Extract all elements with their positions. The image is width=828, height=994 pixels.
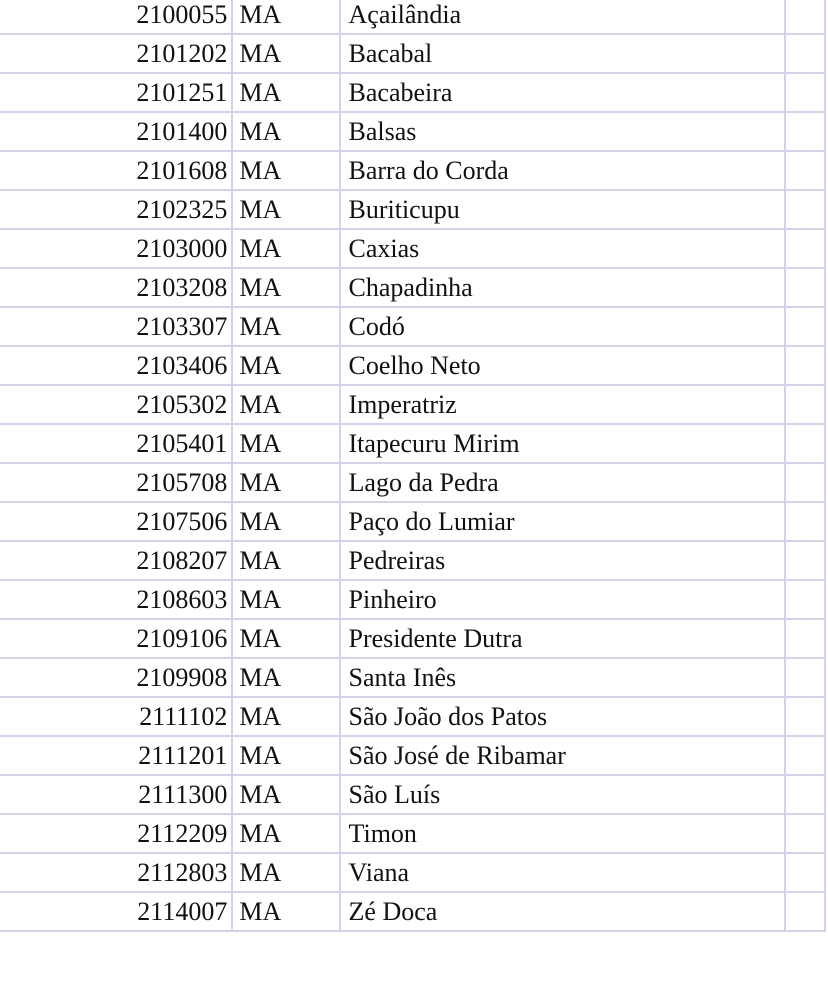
cell-state[interactable]: MA [232, 229, 339, 268]
cell-empty[interactable] [785, 619, 825, 658]
cell-state[interactable]: MA [232, 736, 339, 775]
cell-code[interactable]: 2100055 [0, 0, 232, 34]
cell-state[interactable]: MA [232, 541, 339, 580]
table-row [0, 112, 825, 151]
cell-code[interactable]: 2101202 [0, 34, 232, 73]
cell-code[interactable]: 2107506 [0, 502, 232, 541]
table-row [0, 697, 825, 736]
table-row [0, 892, 825, 931]
table-row [0, 736, 825, 775]
cell-empty[interactable] [785, 697, 825, 736]
cell-state[interactable]: MA [232, 0, 339, 34]
cell-code[interactable]: 2101251 [0, 73, 232, 112]
table-row [0, 229, 825, 268]
cell-city[interactable]: Bacabeira [340, 73, 785, 112]
cell-state[interactable]: MA [232, 385, 339, 424]
cell-empty[interactable] [785, 658, 825, 697]
cell-code[interactable]: 2102325 [0, 190, 232, 229]
table-row [0, 307, 825, 346]
cell-state[interactable]: MA [232, 190, 339, 229]
table-row [0, 463, 825, 502]
cell-code[interactable]: 2112209 [0, 814, 232, 853]
cell-city[interactable]: Bacabal [340, 34, 785, 73]
table-row [0, 424, 825, 463]
cell-code[interactable]: 2109908 [0, 658, 232, 697]
cell-state[interactable]: MA [232, 619, 339, 658]
cell-code[interactable]: 2103000 [0, 229, 232, 268]
table-row [0, 580, 825, 619]
cell-city[interactable]: Viana [340, 853, 785, 892]
cell-empty[interactable] [785, 190, 825, 229]
cell-city[interactable]: Pinheiro [340, 580, 785, 619]
table-row [0, 502, 825, 541]
cell-code[interactable]: 2108207 [0, 541, 232, 580]
cell-city[interactable]: Paço do Lumiar [340, 502, 785, 541]
cell-empty[interactable] [785, 34, 825, 73]
cell-empty[interactable] [785, 0, 825, 34]
cell-city[interactable]: Lago da Pedra [340, 463, 785, 502]
cell-code[interactable]: 2105708 [0, 463, 232, 502]
cell-state[interactable]: MA [232, 463, 339, 502]
cell-code[interactable]: 2111201 [0, 736, 232, 775]
cell-city[interactable]: Itapecuru Mirim [340, 424, 785, 463]
cell-empty[interactable] [785, 853, 825, 892]
cell-empty[interactable] [785, 736, 825, 775]
cell-city[interactable]: Imperatriz [340, 385, 785, 424]
cell-city[interactable]: Presidente Dutra [340, 619, 785, 658]
cell-empty[interactable] [785, 424, 825, 463]
table-row [0, 151, 825, 190]
cell-empty[interactable] [785, 775, 825, 814]
cell-state[interactable]: MA [232, 151, 339, 190]
cell-code[interactable]: 2111300 [0, 775, 232, 814]
table-row [0, 385, 825, 424]
table-row [0, 775, 825, 814]
table-row [0, 73, 825, 112]
cell-city[interactable]: Santa Inês [340, 658, 785, 697]
cell-state[interactable]: MA [232, 307, 339, 346]
cell-state[interactable]: MA [232, 502, 339, 541]
cell-empty[interactable] [785, 229, 825, 268]
cell-city[interactable]: Pedreiras [340, 541, 785, 580]
cell-empty[interactable] [785, 346, 825, 385]
cell-city[interactable]: São João dos Patos [340, 697, 785, 736]
table-row [0, 190, 825, 229]
cell-state[interactable]: MA [232, 424, 339, 463]
cell-state[interactable]: MA [232, 892, 339, 931]
table-row [0, 853, 825, 892]
table-row [0, 658, 825, 697]
cell-code[interactable]: 2103307 [0, 307, 232, 346]
cell-code[interactable]: 2112803 [0, 853, 232, 892]
cell-state[interactable]: MA [232, 346, 339, 385]
cell-code[interactable]: 2101608 [0, 151, 232, 190]
cell-city[interactable]: Zé Doca [340, 892, 785, 931]
cell-empty[interactable] [785, 268, 825, 307]
cell-city[interactable]: Coelho Neto [340, 346, 785, 385]
cell-state[interactable]: MA [232, 112, 339, 151]
table-row [0, 814, 825, 853]
cell-empty[interactable] [785, 892, 825, 931]
table-row [0, 268, 825, 307]
cell-code[interactable]: 2103208 [0, 268, 232, 307]
cell-code[interactable]: 2105302 [0, 385, 232, 424]
cell-code[interactable]: 2109106 [0, 619, 232, 658]
cell-city[interactable]: Caxias [340, 229, 785, 268]
cell-city[interactable]: Barra do Corda [340, 151, 785, 190]
cell-empty[interactable] [785, 112, 825, 151]
cell-code[interactable]: 2108603 [0, 580, 232, 619]
cell-state[interactable]: MA [232, 853, 339, 892]
table-row [0, 346, 825, 385]
cell-empty[interactable] [785, 580, 825, 619]
cell-city[interactable]: Balsas [340, 112, 785, 151]
table-row [0, 619, 825, 658]
table-row [0, 541, 825, 580]
cell-state[interactable]: MA [232, 814, 339, 853]
cell-code[interactable]: 2114007 [0, 892, 232, 931]
cell-empty[interactable] [785, 307, 825, 346]
cell-city[interactable]: São Luís [340, 775, 785, 814]
cell-state[interactable]: MA [232, 775, 339, 814]
cell-city[interactable]: Buriticupu [340, 190, 785, 229]
cell-empty[interactable] [785, 463, 825, 502]
cell-state[interactable]: MA [232, 697, 339, 736]
cell-state[interactable]: MA [232, 268, 339, 307]
cell-empty[interactable] [785, 385, 825, 424]
cell-city[interactable]: São José de Ribamar [340, 736, 785, 775]
cell-code[interactable]: 2101400 [0, 112, 232, 151]
table-row [0, 0, 825, 34]
cell-city[interactable]: Timon [340, 814, 785, 853]
cell-state[interactable]: MA [232, 658, 339, 697]
cell-city[interactable]: Codó [340, 307, 785, 346]
cell-empty[interactable] [785, 814, 825, 853]
cell-state[interactable]: MA [232, 580, 339, 619]
cell-state[interactable]: MA [232, 34, 339, 73]
cell-code[interactable]: 2105401 [0, 424, 232, 463]
cell-empty[interactable] [785, 151, 825, 190]
cell-empty[interactable] [785, 541, 825, 580]
cell-empty[interactable] [785, 73, 825, 112]
cell-empty[interactable] [785, 502, 825, 541]
cell-code[interactable]: 2111102 [0, 697, 232, 736]
cell-city[interactable]: Açailândia [340, 0, 785, 34]
table-row [0, 34, 825, 73]
cell-code[interactable]: 2103406 [0, 346, 232, 385]
cell-city[interactable]: Chapadinha [340, 268, 785, 307]
cell-state[interactable]: MA [232, 73, 339, 112]
